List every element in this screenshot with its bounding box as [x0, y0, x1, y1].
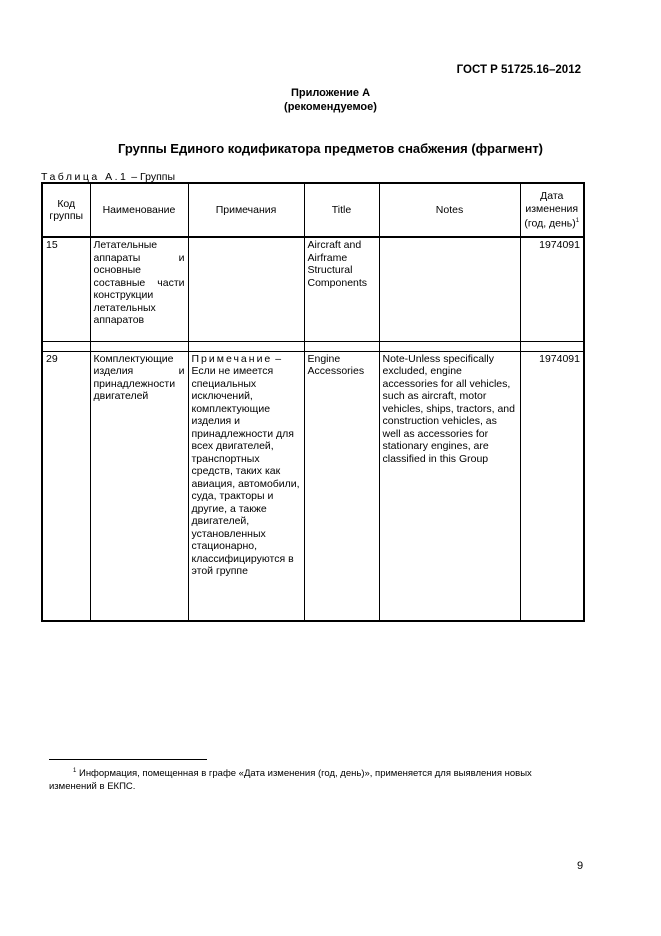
cell-notes-en: Note-Unless specifically excluded, engine accessories for all vehicles, such as aircraft, motor vehicles, ships, tractors, and construction vehicles, as well as accessories for stationary engines, are classified in this Group — [379, 351, 520, 621]
page-number: 9 — [577, 860, 584, 872]
cell-code: 29 — [42, 351, 90, 621]
cell-date: 1974091 — [520, 237, 584, 341]
table-row — [42, 237, 584, 341]
footnote-text: Информация, помещенная в графе «Дата изменения (год, день)», применяется для выявления новых изменений в ЕКПС. — [49, 768, 532, 793]
cell-date: 1974091 — [520, 351, 584, 621]
table-caption-name: Группы — [140, 171, 176, 183]
header-code: Код группы — [42, 183, 90, 237]
table-header-row — [42, 183, 584, 237]
footnote-ref: 1 — [575, 218, 580, 224]
table-row — [42, 351, 584, 621]
table-spacer-row — [42, 341, 584, 351]
header-date-label: Дата изменения (год, день) — [524, 190, 579, 230]
table-caption-prefix: Таблица А.1 — [41, 171, 129, 183]
note-ru-head: Примечание — [191, 352, 273, 365]
header-date — [520, 183, 584, 237]
note-ru-text: – Если не имеется специальных исключений, комплектующие изделия и принадлежности для всех двигателей, транспортных средств, таких как авиация, автомобили, суда, тракторы и другие, а также двигателей, установленных стационарно, классифицируются в этой группе — [191, 352, 300, 577]
footnote — [49, 765, 569, 793]
cell-code: 15 — [42, 237, 90, 341]
header-notes-ru: Примечания — [188, 183, 304, 237]
header-title-en: Title — [304, 183, 379, 237]
appendix-title: Приложение А — [290, 87, 371, 99]
appendix-status: (рекомендуемое) — [284, 101, 377, 113]
standard-number: ГОСТ Р 51725.16–2012 — [456, 64, 581, 76]
cell-name: Комплектующие изделия и принадлежности двигателей — [90, 351, 188, 621]
footnote-mark: 1 — [73, 768, 77, 774]
footnote-separator — [49, 759, 207, 760]
header-notes-en: Notes — [379, 183, 520, 237]
table-caption-dash: – — [128, 171, 141, 183]
header-name: Наименование — [90, 183, 188, 237]
document-title: Группы Единого кодификатора предметов снабжения (фрагмент) — [117, 141, 544, 156]
cell-title-en: Aircraft and Airframe Structural Components — [304, 237, 379, 341]
cell-title-en: Engine Accessories — [304, 351, 379, 621]
cell-name: Летательные аппараты и основные составные части конструкции летательных аппаратов — [90, 237, 188, 341]
cell-note-ru — [188, 351, 304, 621]
groups-table — [41, 182, 585, 622]
cell-notes-en — [379, 237, 520, 341]
cell-note-ru — [188, 237, 304, 341]
